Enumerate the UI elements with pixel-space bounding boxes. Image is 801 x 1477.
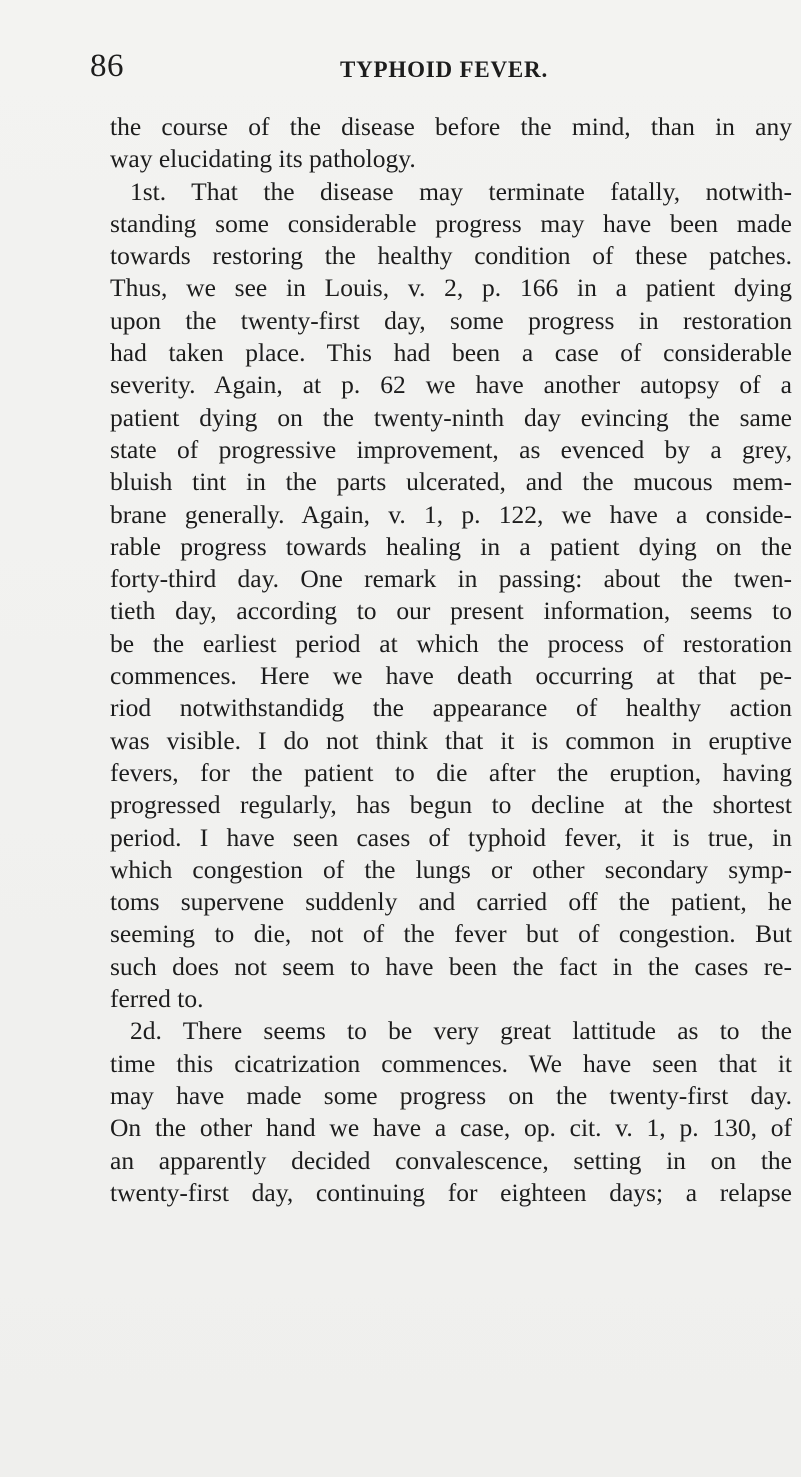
text-line: period. I have seen cases of typhoid fever, it is true, in [110, 822, 792, 852]
text-line: may have made some progress on the twenty-first day. [110, 1080, 792, 1110]
page-number: 86 [90, 48, 124, 84]
text-line: which congestion of the lungs or other secondary symp- [110, 854, 792, 884]
text-line: be the earliest period at which the process of restoration [110, 628, 792, 658]
text-line: On the other hand we have a case, op. cit. v. 1, p. 130, of [110, 1113, 792, 1143]
text-line: Thus, we see in Louis, v. 2, p. 166 in a patient dying [110, 273, 792, 303]
text-line: bluish tint in the parts ulcerated, and the mucous mem- [110, 467, 792, 497]
text-line: brane generally. Again, v. 1, p. 122, we have a conside- [110, 499, 792, 529]
text-line: upon the twenty-first day, some progress in restoration [110, 305, 792, 335]
running-title: TYPHOID FEVER. [340, 57, 548, 82]
text-line: such does not seem to have been the fact in the cases re- [110, 951, 792, 981]
text-line: patient dying on the twenty-ninth day evincing the same [110, 402, 792, 432]
text-line: way elucidating its pathology. [110, 144, 416, 174]
text-line: towards restoring the healthy condition of these patches. [110, 241, 792, 271]
paragraph-first-line: 2d. There seems to be very great lattitude as to the [130, 1016, 792, 1046]
text-line: forty-third day. One remark in passing: about the twen- [110, 564, 792, 594]
text-line: fevers, for the patient to die after the eruption, having [110, 757, 792, 787]
text-line: twenty-first day, continuing for eighteen days; a relapse [110, 1177, 792, 1207]
text-line: progressed regularly, has begun to decline at the shortest [110, 790, 792, 820]
text-line: was visible. I do not think that it is common in eruptive [110, 725, 792, 755]
page-header [0, 46, 801, 86]
body-text [110, 111, 792, 1209]
text-line: rable progress towards healing in a patient dying on the [110, 531, 792, 561]
text-line: commences. Here we have death occurring at that pe- [110, 661, 792, 691]
text-line: tieth day, according to our present information, seems to [110, 596, 792, 626]
text-line: an apparently decided convalescence, setting in on the [110, 1145, 792, 1175]
text-line: had taken place. This had been a case of considerable [110, 338, 792, 368]
text-line: state of progressive improvement, as evenced by a grey, [110, 434, 792, 464]
text-line: seeming to die, not of the fever but of congestion. But [110, 919, 792, 949]
text-line: the course of the disease before the mind, than in any [110, 112, 792, 141]
paragraph-first-line: 1st. That the disease may terminate fatally, notwith- [130, 176, 792, 206]
text-line: severity. Again, at p. 62 we have another autopsy of a [110, 370, 792, 400]
text-line: time this cicatrization commences. We have seen that it [110, 1048, 792, 1078]
text-line: toms supervene suddenly and carried off the patient, he [110, 887, 792, 917]
text-line: standing some considerable progress may have been made [110, 208, 792, 238]
text-line: ferred to. [110, 984, 204, 1014]
text-line: riod notwithstandidg the appearance of healthy action [110, 693, 792, 723]
